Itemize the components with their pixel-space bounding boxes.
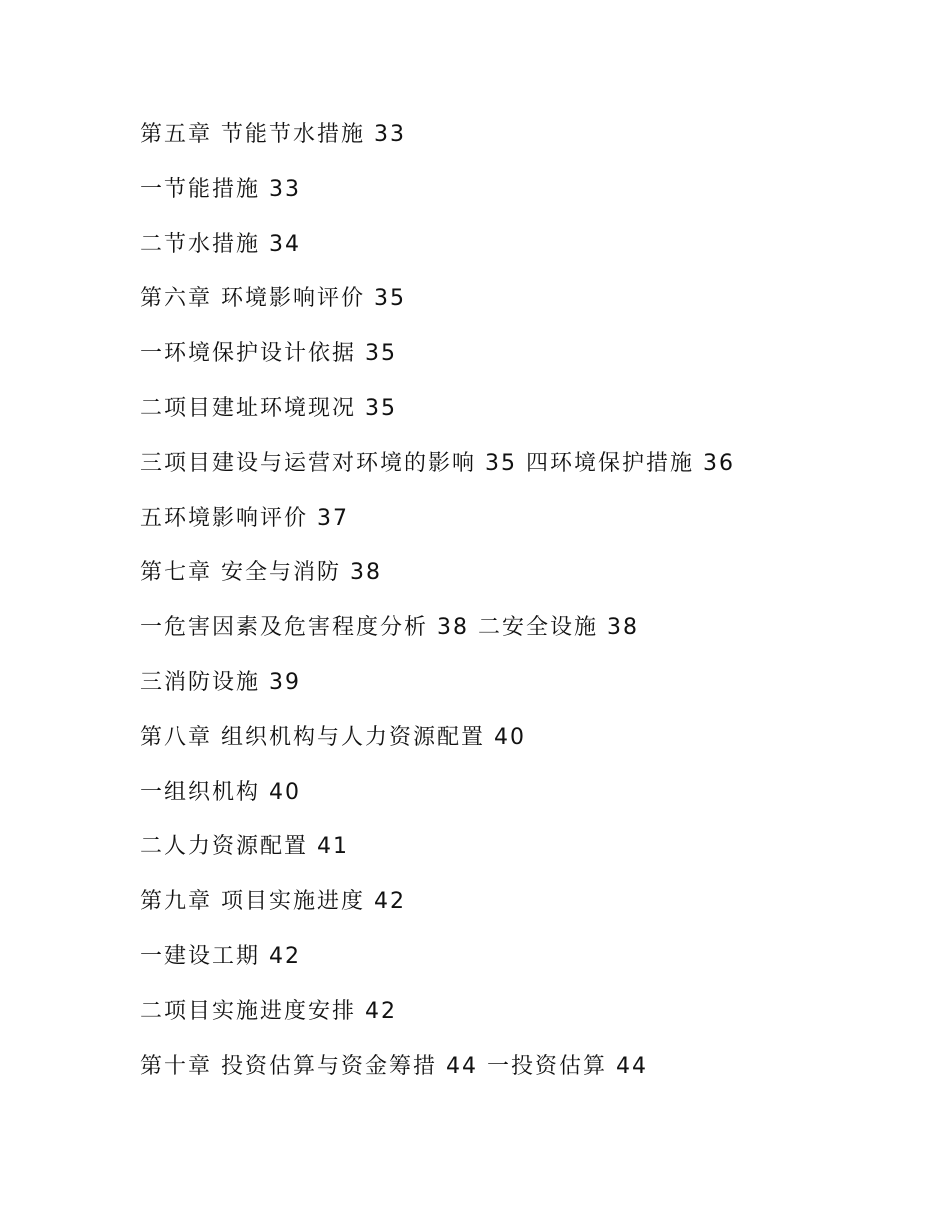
toc-line-water-saving: 二节水措施 34 — [140, 231, 301, 257]
toc-line-env-status: 二项目建址环境现况 35 — [140, 395, 397, 421]
toc-line-env-impact-measures: 三项目建设与运营对环境的影响 35 四环境保护措施 36 — [140, 450, 735, 476]
toc-line-chapter-5: 第五章 节能节水措施 33 — [140, 122, 406, 147]
toc-line-construction-period: 一建设工期 42 — [140, 943, 301, 969]
toc-line-human-resources: 二人力资源配置 41 — [140, 834, 349, 860]
toc-line-energy-saving: 一节能措施 33 — [140, 176, 301, 202]
toc-line-organization: 一组织机构 40 — [140, 779, 301, 805]
toc-line-fire-facilities: 三消防设施 39 — [140, 669, 301, 695]
toc-line-env-assessment: 五环境影响评价 37 — [140, 505, 349, 531]
table-of-contents — [140, 115, 920, 1101]
toc-line-hazard-safety: 一危害因素及危害程度分析 38 二安全设施 38 — [140, 615, 639, 641]
toc-line-chapter-9: 第九章 项目实施进度 42 — [140, 889, 406, 915]
toc-line-env-basis: 一环境保护设计依据 35 — [140, 341, 397, 367]
toc-line-chapter-8: 第八章 组织机构与人力资源配置 40 — [140, 724, 526, 750]
toc-line-chapter-10: 第十章 投资估算与资金筹措 44 一投资估算 44 — [140, 1053, 648, 1079]
toc-line-schedule: 二项目实施进度安排 42 — [140, 998, 397, 1024]
toc-line-chapter-7: 第七章 安全与消防 38 — [140, 560, 382, 586]
toc-line-chapter-6: 第六章 环境影响评价 35 — [140, 286, 406, 312]
